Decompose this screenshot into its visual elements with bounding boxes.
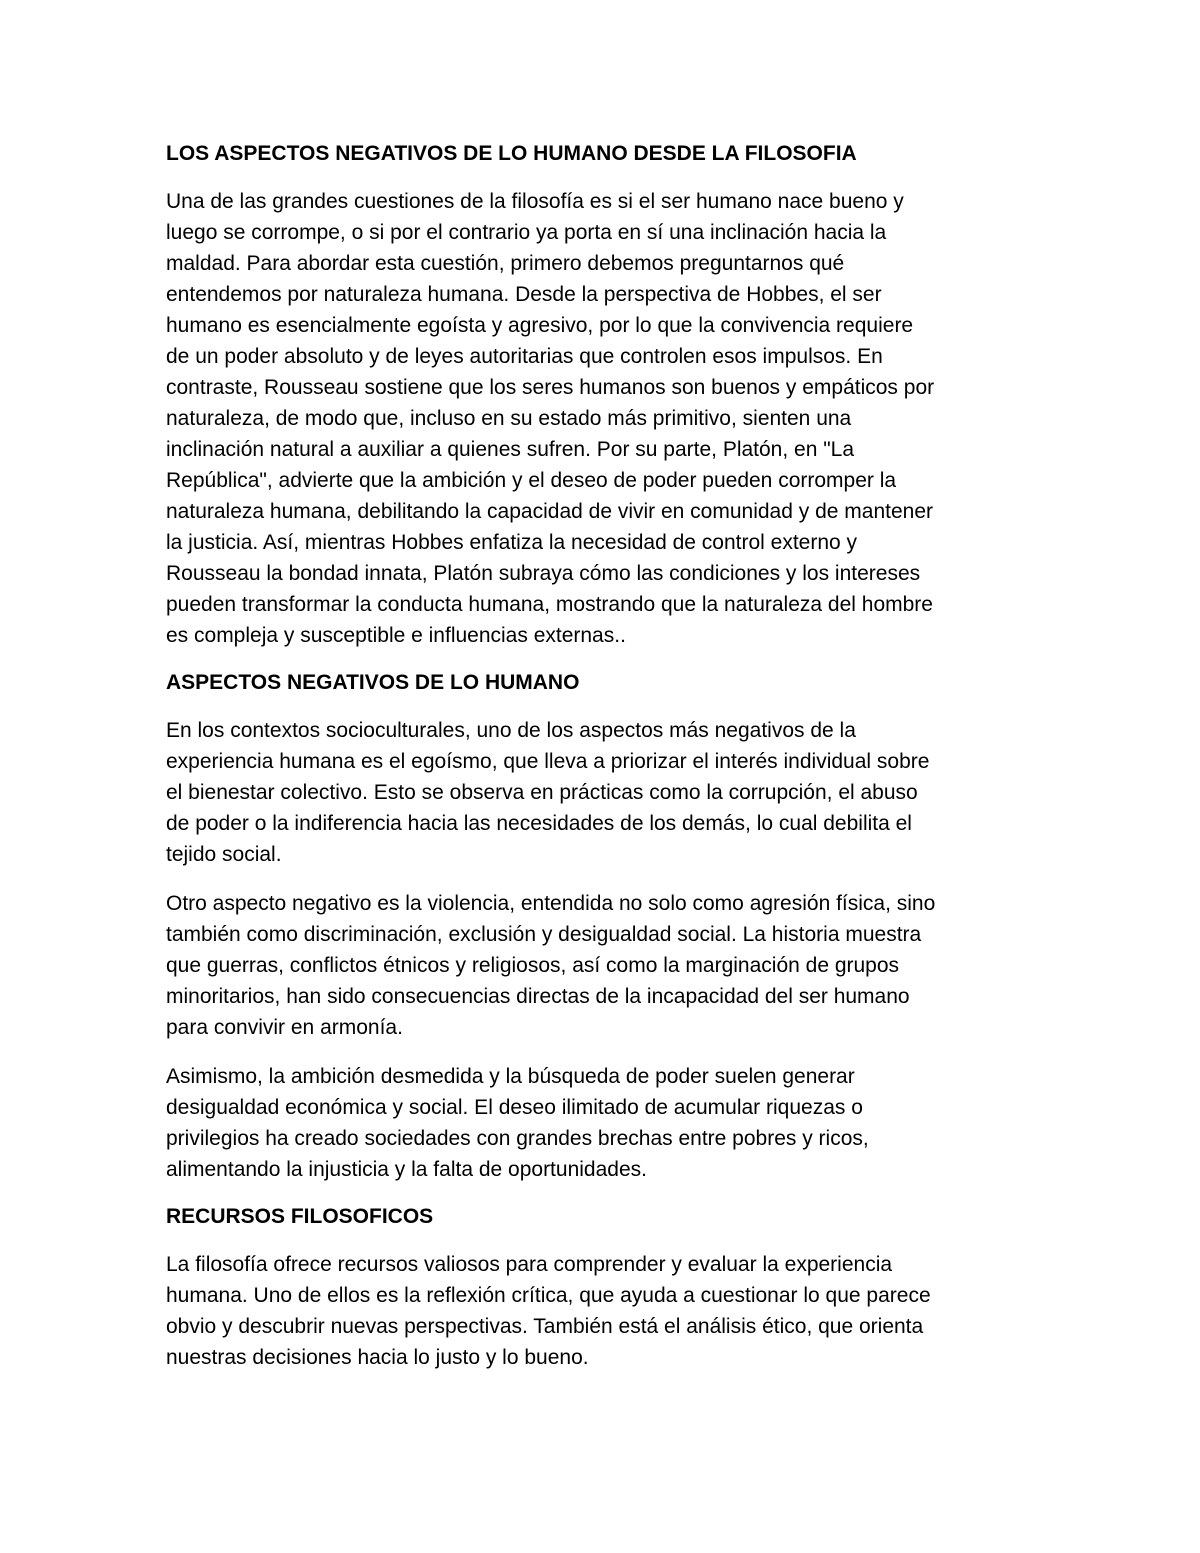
text-line: República", advierte que la ambición y el deseo de poder pueden corromper la bbox=[166, 469, 897, 492]
text-line: En los contextos socioculturales, uno de los aspectos más negativos de la bbox=[166, 719, 856, 742]
text-line: el bienestar colectivo. Esto se observa en prácticas como la corrupción, el abuso bbox=[166, 781, 918, 804]
text-line: naturaleza, de modo que, incluso en su estado más primitivo, sienten una bbox=[166, 407, 852, 430]
text-line: humano es esencialmente egoísta y agresivo, por lo que la convivencia requiere bbox=[166, 314, 914, 337]
text-line: minoritarios, han sido consecuencias directas de la incapacidad del ser humano bbox=[166, 985, 910, 1008]
text-line: pueden transformar la conducta humana, mostrando que la naturaleza del hombre bbox=[166, 593, 933, 616]
text-line: experiencia humana es el egoísmo, que lleva a priorizar el interés individual sobre bbox=[166, 750, 930, 773]
text-line: para convivir en armonía. bbox=[166, 1016, 403, 1039]
text-line: inclinación natural a auxiliar a quienes sufren. Por su parte, Platón, en "La bbox=[166, 438, 855, 461]
text-line: de poder o la indiferencia hacia las necesidades de los demás, lo cual debilita el bbox=[166, 812, 912, 835]
text-line: Una de las grandes cuestiones de la filosofía es si el ser humano nace bueno y bbox=[166, 190, 904, 213]
text-line: que guerras, conflictos étnicos y religiosos, así como la marginación de grupos bbox=[166, 954, 900, 977]
paragraph-violence bbox=[166, 888, 1046, 1043]
heading-philosophical-resources: RECURSOS FILOSOFICOS bbox=[166, 1205, 434, 1228]
text-line: maldad. Para abordar esta cuestión, primero debemos preguntarnos qué bbox=[166, 252, 845, 275]
paragraph-resources bbox=[166, 1249, 1046, 1373]
text-line: nuestras decisiones hacia lo justo y lo bueno. bbox=[166, 1346, 589, 1369]
document-body bbox=[166, 140, 1046, 1391]
text-line: Rousseau la bondad innata, Platón subraya cómo las condiciones y los intereses bbox=[166, 562, 921, 585]
text-line: luego se corrompe, o si por el contrario ya porta en sí una inclinación hacia la bbox=[166, 221, 887, 244]
text-line: humana. Uno de ellos es la reflexión crítica, que ayuda a cuestionar lo que parece bbox=[166, 1284, 931, 1307]
paragraph-ambition bbox=[166, 1061, 1046, 1185]
heading-main: LOS ASPECTOS NEGATIVOS DE LO HUMANO DESDE LA FILOSOFIA bbox=[166, 142, 857, 165]
text-line: Otro aspecto negativo es la violencia, entendida no solo como agresión física, sino bbox=[166, 892, 936, 915]
text-line: la justicia. Así, mientras Hobbes enfatiza la necesidad de control externo y bbox=[166, 531, 858, 554]
text-line: La filosofía ofrece recursos valiosos para comprender y evaluar la experiencia bbox=[166, 1253, 893, 1276]
text-line: alimentando la injusticia y la falta de oportunidades. bbox=[166, 1158, 647, 1181]
text-line: entendemos por naturaleza humana. Desde la perspectiva de Hobbes, el ser bbox=[166, 283, 882, 306]
text-line: Asimismo, la ambición desmedida y la búsqueda de poder suelen generar bbox=[166, 1065, 855, 1088]
text-line: naturaleza humana, debilitando la capacidad de vivir en comunidad y de mantener bbox=[166, 500, 933, 523]
text-line: privilegios ha creado sociedades con grandes brechas entre pobres y ricos, bbox=[166, 1127, 869, 1150]
text-line: de un poder absoluto y de leyes autoritarias que controlen esos impulsos. En bbox=[166, 345, 883, 368]
text-line: tejido social. bbox=[166, 843, 282, 866]
paragraph-egoism bbox=[166, 715, 1046, 870]
text-line: también como discriminación, exclusión y desigualdad social. La historia muestra bbox=[166, 923, 922, 946]
text-line: desigualdad económica y social. El deseo ilimitado de acumular riquezas o bbox=[166, 1096, 863, 1119]
text-line: es compleja y susceptible e influencias externas.. bbox=[166, 624, 626, 647]
text-line: contraste, Rousseau sostiene que los seres humanos son buenos y empáticos por bbox=[166, 376, 935, 399]
heading-negative-aspects: ASPECTOS NEGATIVOS DE LO HUMANO bbox=[166, 671, 580, 694]
text-line: obvio y descubrir nuevas perspectivas. También está el análisis ético, que orienta bbox=[166, 1315, 924, 1338]
paragraph-intro bbox=[166, 186, 1046, 651]
